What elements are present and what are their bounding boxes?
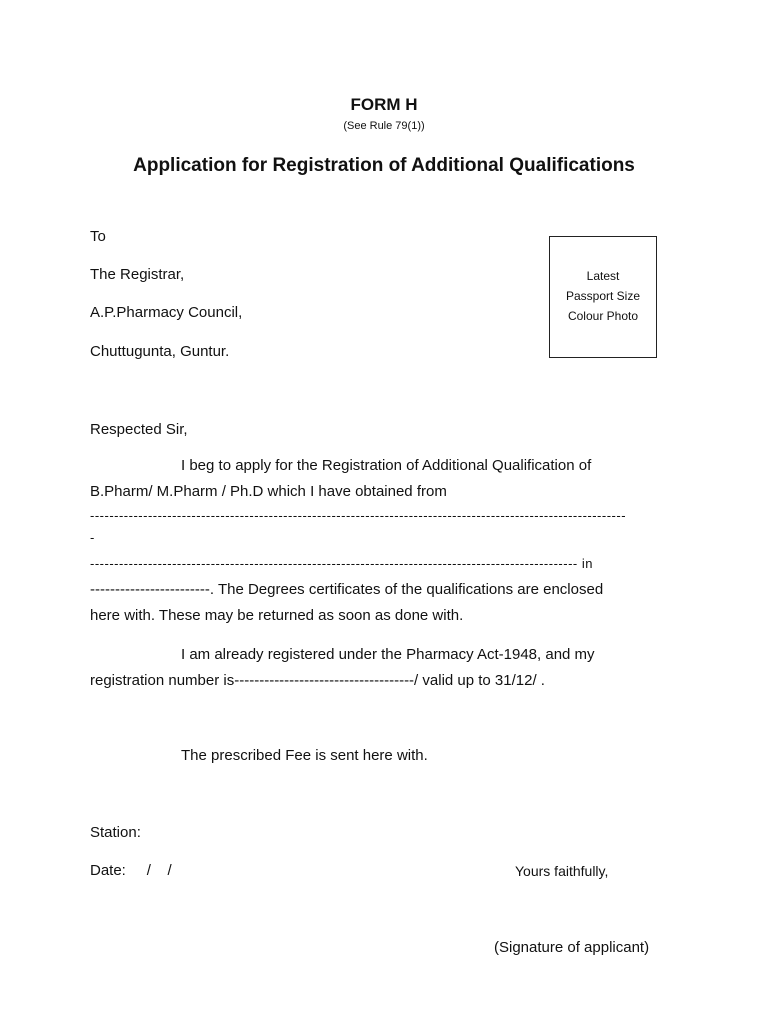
form-title: FORM H xyxy=(350,95,418,114)
blank-dash-line-2: ----------------------------------------------------------------------------------------------------- in xyxy=(90,556,593,571)
address-registrar: The Registrar, xyxy=(90,266,185,283)
para1-line2: B.Pharm/ M.Pharm / Ph.D which I have obtained from xyxy=(90,483,447,500)
signature-label: (Signature of applicant) xyxy=(494,939,650,956)
rule-reference: (See Rule 79(1)) xyxy=(343,120,425,132)
blank-dash-wrap: - xyxy=(90,530,95,545)
para1-line3: ------------------------. The Degrees certificates of the qualifications are enclosed xyxy=(90,581,604,598)
date-label: Date: / / xyxy=(90,862,172,879)
para3-fee: The prescribed Fee is sent here with. xyxy=(181,747,428,764)
para2-line1: I am already registered under the Pharmacy Act-1948, and my xyxy=(181,646,595,663)
photo-label-line3: Colour Photo xyxy=(567,309,639,323)
blank-dash-line-1: --------------------------------------------------------------------------------------------------------------- xyxy=(90,508,627,523)
para1-line1: I beg to apply for the Registration of Additional Qualification of xyxy=(181,457,592,474)
para1-line4: here with. These may be returned as soon as done with. xyxy=(90,607,464,624)
address-to: To xyxy=(90,228,106,245)
para2-line2: registration number is------------------------------------/ valid up to 31/12/ . xyxy=(90,672,545,689)
address-city: Chuttugunta, Guntur. xyxy=(90,343,230,360)
photo-label-line1: Latest xyxy=(586,269,620,283)
address-council: A.P.Pharmacy Council, xyxy=(90,304,243,321)
closing-text: Yours faithfully, xyxy=(515,863,609,879)
station-label: Station: xyxy=(90,824,141,841)
photo-label-line2: Passport Size xyxy=(565,289,641,303)
form-heading: Application for Registration of Additional Qualifications xyxy=(133,155,635,176)
salutation: Respected Sir, xyxy=(90,421,188,438)
photo-box xyxy=(549,236,657,358)
